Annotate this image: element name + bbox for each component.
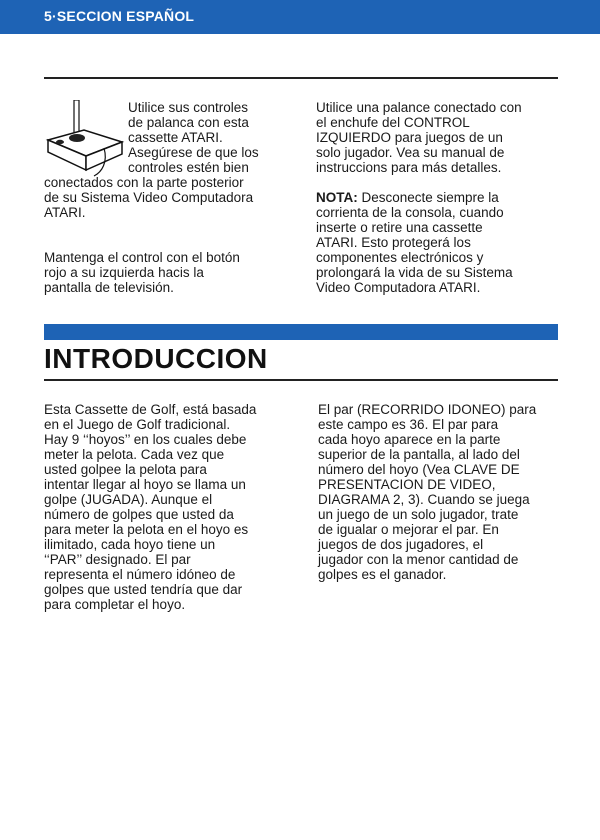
text-line: golpes que usted tendría que dar [44,582,243,597]
text-line: ilimitado, cada hoyo tiene un [44,537,216,552]
left-controller-text [316,100,566,175]
text-line: ATARI. Esto protegerá los [316,235,471,250]
text-line: Utilice una palance conectado con [316,100,522,115]
text-line: cassette ATARI. [128,130,223,145]
text-line: instruccions para más detalles. [316,160,502,175]
text-line: DIAGRAMA 2, 3). Cuando se juega [318,492,530,507]
text-line: componentes electrónicos y [316,250,484,265]
text-line: número de golpes que usted da [44,507,234,522]
text-line: en el Juego de Golf tradicional. [44,417,231,432]
text-line: ‘‘PAR’’ designado. El par [44,552,191,567]
text-line: inserte o retire una cassette [316,220,483,235]
text-line: el enchufe del CONTROL [316,115,470,130]
text-line: IZQUIERDO para juegos de un [316,130,503,145]
text-line: Esta Cassette de Golf, está basada [44,402,257,417]
controls-text-indented [128,100,288,175]
text-line: conectados con la parte posterior [44,175,244,190]
intro-left-column [44,402,306,612]
section-title: INTRODUCCION [44,343,268,374]
text-line: superior de la pantalla, al lado del [318,447,520,462]
text-line: controles estén bien [128,160,249,175]
nota-paragraph [316,190,566,295]
section-band [44,324,558,340]
text-line: de palanca con esta [128,115,249,130]
controls-text-full [44,175,294,220]
text-line: rojo a su izquierda hacis la [44,265,204,280]
section-rule [44,379,558,381]
section-title-header: SECCION ESPAÑOL [56,8,195,24]
text-line: un juego de un solo jugador, trate [318,507,519,522]
text-line: golpes es el ganador. [318,567,447,582]
text-line: Asegúrese de que los [128,145,259,160]
text-line: de igualar o mejorar el par. En [318,522,499,537]
text-line: Mantenga el control con el botón [44,250,240,265]
text-line: golpe (JUGADA). Aunque el [44,492,213,507]
text-line: de su Sistema Video Computadora [44,190,254,205]
nota-first-line: Desconecte siempre la [357,190,499,205]
text-line: número del hoyo (Vea CLAVE DE [318,462,520,477]
text-line: Hay 9 ‘‘hoyos’’ en los cuales debe [44,432,247,447]
page-number: 5 [44,8,52,24]
text-line: intentar llegar al hoyo se llama un [44,477,246,492]
text-line: Video Computadora ATARI. [316,280,481,295]
text-line: este campo es 36. El par para [318,417,499,432]
text-line: prolongará la vida de su Sistema [316,265,513,280]
text-line: El par (RECORRIDO IDONEO) para [318,402,537,417]
text-line: ATARI. [44,205,86,220]
text-line [316,190,566,205]
text-line: juegos de dos jugadores, el [318,537,484,552]
text-line: representa el número idóneo de [44,567,236,582]
text-line: para completar el hoyo. [44,597,186,612]
text-line: pantalla de televisión. [44,280,174,295]
text-line: Utilice sus controles [128,100,249,115]
text-line: usted golpee la pelota para [44,462,207,477]
header-separator: · [52,8,57,24]
page-header [44,8,194,24]
top-rule [44,77,558,79]
text-line: PRESENTACION DE VIDEO, [318,477,496,492]
text-line: para meter la pelota en el hoyo es [44,522,249,537]
text-line: corrienta de la consola, cuando [316,205,504,220]
joystick-icon [44,100,126,180]
intro-right-column [318,402,580,582]
text-line: solo jugador. Vea su manual de [316,145,505,160]
text-line: jugador con la menor cantidad de [318,552,519,567]
hold-control-text [44,250,294,295]
text-line: cada hoyo aparece en la parte [318,432,501,447]
nota-label: NOTA: [316,190,358,205]
text-line: meter la pelota. Cada vez que [44,447,225,462]
